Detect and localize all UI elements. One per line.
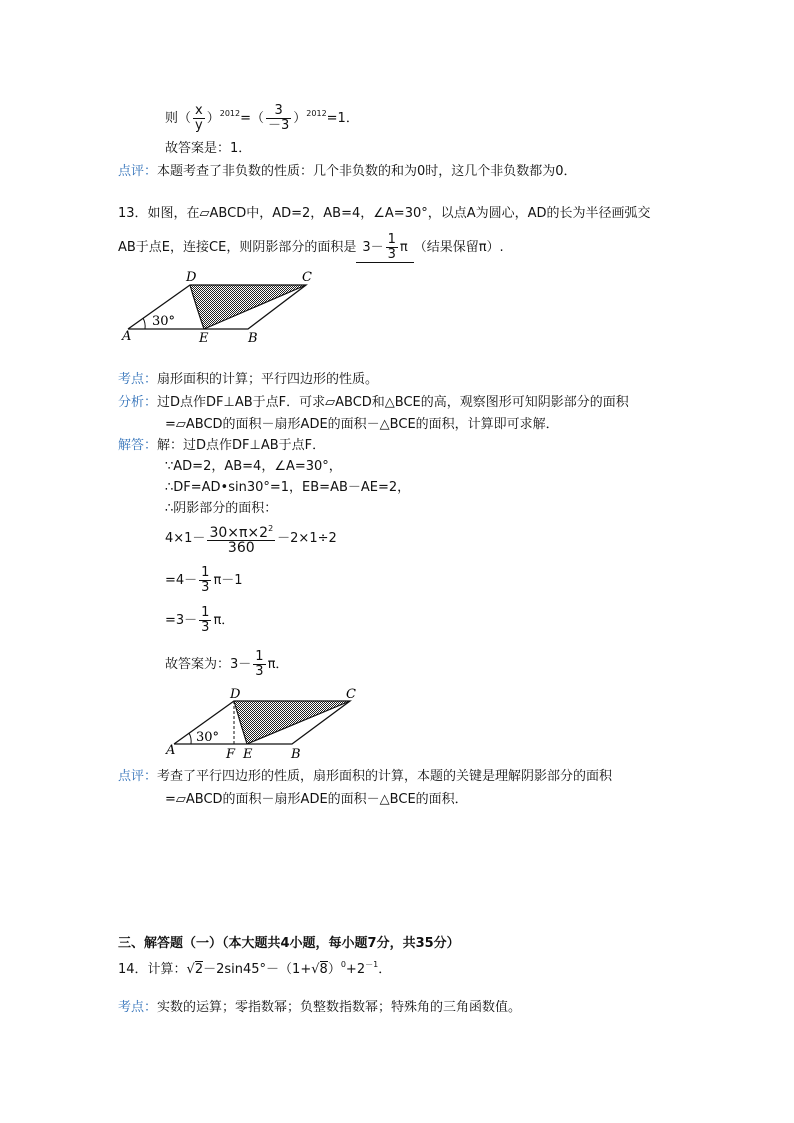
label-a: A xyxy=(166,743,176,758)
label-e: E xyxy=(243,747,253,762)
q13-stem-line1: 13．如图，在▱ABCD中，AD=2，AB=4，∠A=30°，以点A为圆心，AD的长为半径画弧交 xyxy=(118,206,651,221)
fraction-x-over-y: $\frac{x}{y}$ xyxy=(195,103,203,133)
label-c: C xyxy=(302,270,312,285)
kaodian-label: 考点： xyxy=(118,372,158,387)
q13-jieda-line1: 解答：解：过D点作DF⊥AB于点F． xyxy=(118,438,326,453)
label-d: D xyxy=(230,687,241,702)
label-d: D xyxy=(186,270,197,285)
q13-calc-line2: =4－ $\frac{1}{3}$ π－1 xyxy=(165,565,243,595)
angle-arc xyxy=(143,318,145,329)
q13-calc-line1: 4×1－ $\frac{30\times\pi\times 2^2}{360}$ －2×1÷2 xyxy=(165,524,337,556)
dianping-label: 点评： xyxy=(118,769,158,784)
q13-jieda-line2: ∵AD=2，AB=4，∠A=30°， xyxy=(165,459,342,474)
fenxi-label: 分析： xyxy=(118,395,158,410)
q13-dianping-line1: 点评：考查了平行四边形的性质，扇形面积的计算，本题的关键是理解阴影部分的面积 xyxy=(118,769,613,784)
q13-stem-line2: AB于点E，连接CE，则阴影部分的面积是 3－ $\frac{1}{3}$ π （结果保留π）. xyxy=(118,232,504,262)
q13-jieda-line4: ∴阴影部分的面积： xyxy=(165,501,278,516)
q14-stem: 14．计算：$√2-2\sin 45^\circ-(1+√8)^0+2^{-1}$． xyxy=(118,960,392,977)
sqrt-symbol: √ xyxy=(186,962,195,977)
q13-final-answer: 故答案为：3－ $\frac{1}{3}$ π． xyxy=(165,649,289,679)
q12-comment: 点评：本题考查了非负数的性质：几个非负数的和为0时，这几个非负数都为0． xyxy=(118,164,577,179)
q13-dianping-line2: =▱ABCD的面积－扇形ADE的面积－△BCE的面积． xyxy=(165,792,468,807)
label-b: B xyxy=(291,747,301,762)
parallelogram-figure-2 xyxy=(160,686,365,764)
angle-label: 30° xyxy=(196,730,220,745)
q13-calc-line3: =3－ $\frac{1}{3}$ π． xyxy=(165,605,235,635)
q12-answer: 故答案是：1． xyxy=(165,141,252,156)
label-f: F xyxy=(226,747,236,762)
comment-label: 点评： xyxy=(118,164,158,179)
answer-blank: 3－ $\frac{1}{3}$ π xyxy=(356,233,413,263)
q13-jieda-line3: ∴DF=AD•sin30°=1，EB=AB－AE=2， xyxy=(165,480,411,495)
q14-kaodian: 考点：实数的运算；零指数幂；负整数指数幂；特殊角的三角函数值。 xyxy=(118,1000,522,1015)
label-b: B xyxy=(248,331,258,346)
shaded-region xyxy=(190,285,306,329)
q12-conclusion-line: 则（ $\frac{x}{y}$ ）$^{2012}$=（ $\frac{3}{-3}$ ）$^{2012}$=1． xyxy=(165,103,359,133)
q13-fenxi-line1: 分析：过D点作DF⊥AB于点F．可求▱ABCD和△BCE的高，观察图形可知阴影部分的面积 xyxy=(118,395,629,410)
q13-fenxi-line2: =▱ABCD的面积－扇形ADE的面积－△BCE的面积，计算即可求解． xyxy=(165,417,559,432)
angle-label: 30° xyxy=(152,314,176,329)
jieda-label: 解答： xyxy=(118,438,158,453)
label-c: C xyxy=(346,687,356,702)
q13-kaodian: 考点：扇形面积的计算；平行四边形的性质。 xyxy=(118,372,379,387)
sqrt-symbol: √ xyxy=(311,962,320,977)
shaded-region xyxy=(234,701,350,744)
label-a: A xyxy=(122,329,132,344)
kaodian-label: 考点： xyxy=(118,1000,158,1015)
angle-arc xyxy=(189,733,191,744)
parallelogram-figure-1 xyxy=(118,268,318,348)
section-heading: 三、解答题（一）（本大题共4小题，每小题7分，共35分） xyxy=(118,936,460,951)
label-e: E xyxy=(199,331,209,346)
fraction-3-over-neg3: $\frac{3}{-3}$ xyxy=(268,103,290,133)
